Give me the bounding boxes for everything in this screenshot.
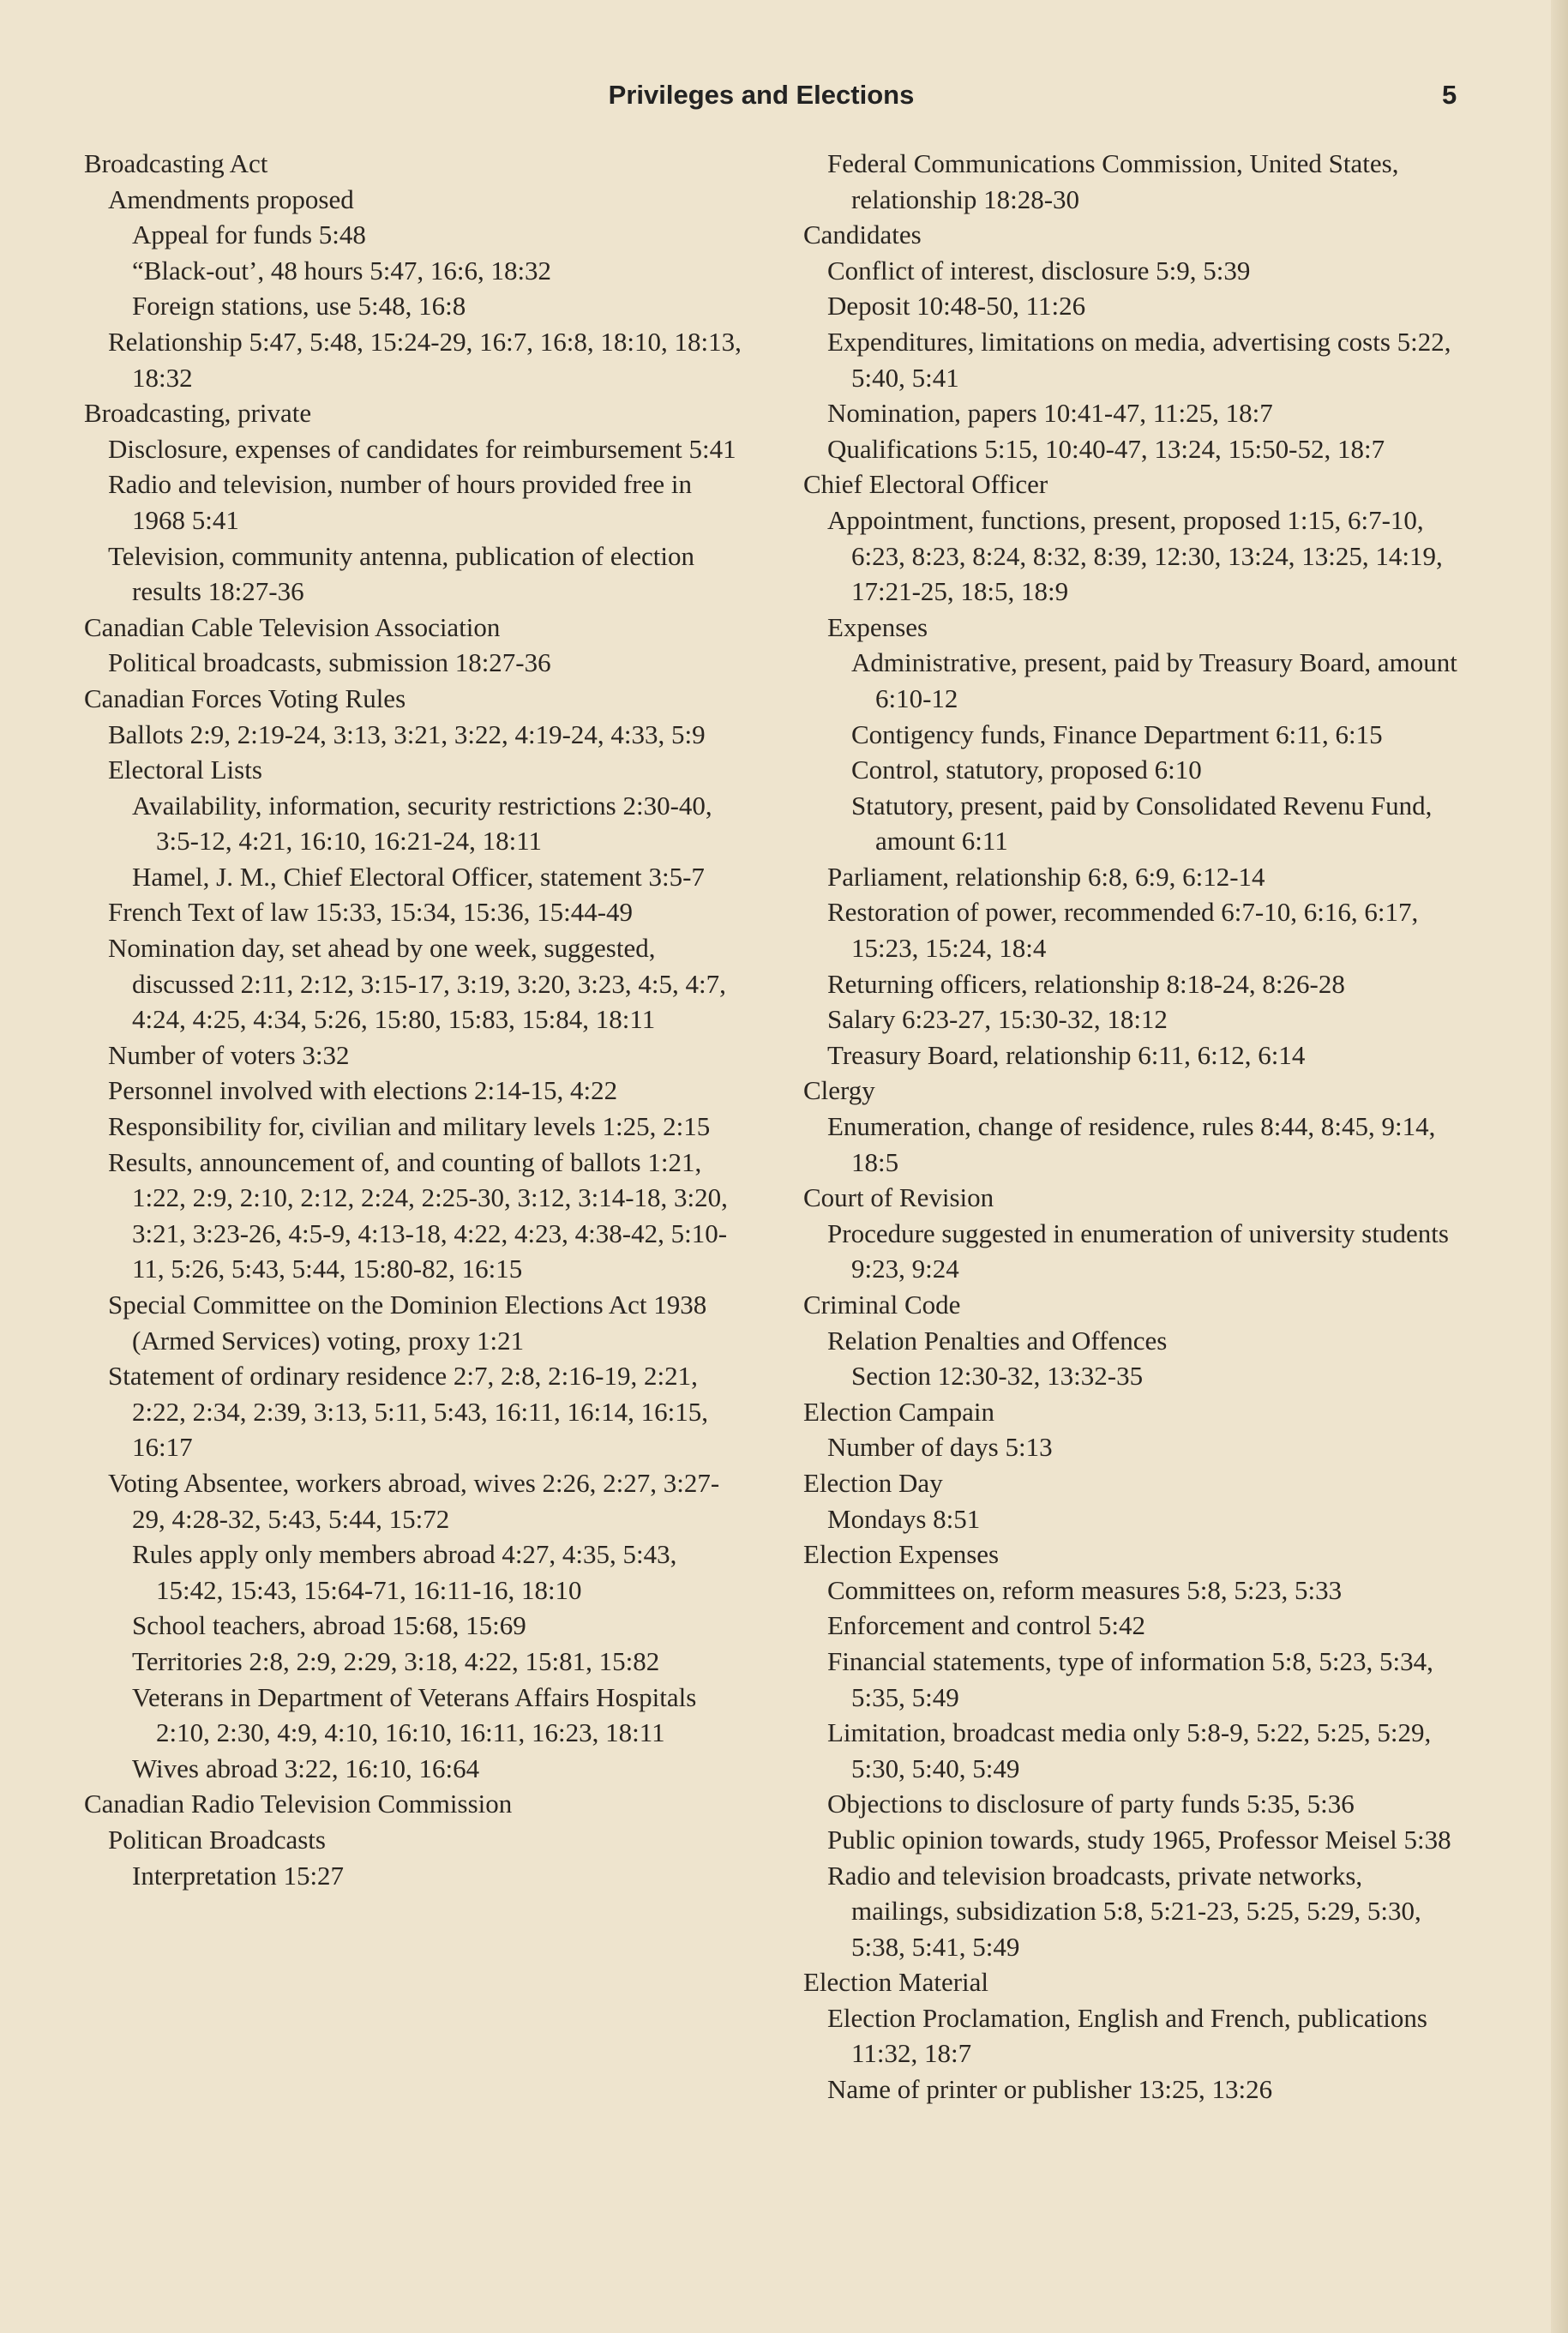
index-entry: Electoral Lists <box>108 755 262 785</box>
index-entry: Public opinion towards, study 1965, Professor Meisel 5:38 <box>827 1824 1451 1855</box>
index-entry: Appeal for funds 5:48 <box>132 219 366 250</box>
index-entry: Contigency funds, Finance Department 6:11, 6:15 <box>851 719 1383 749</box>
index-entry: French Text of law 15:33, 15:34, 15:36, 15:44-49 <box>108 897 634 928</box>
index-entry: Election Expenses <box>803 1539 1000 1570</box>
index-entry: Deposit 10:48-50, 11:26 <box>827 291 1086 322</box>
index-entry: Parliament, relationship 6:8, 6:9, 6:12-14 <box>827 861 1265 892</box>
index-entry: Relationship 5:47, 5:48, 15:24-29, 16:7, 16:8, 18:10, 18:13, 18:32 <box>108 326 742 393</box>
index-entry: Clergy <box>803 1075 875 1106</box>
index-entry: Statutory, present, paid by Consolidated Revenu Fund, amount 6:11 <box>851 790 1433 857</box>
index-entry: Expenditures, limitations on media, advertising costs 5:22, 5:40, 5:41 <box>827 326 1451 393</box>
index-entry: Hamel, J. M., Chief Electoral Officer, statement 3:5-7 <box>132 861 705 892</box>
index-entry: Number of voters 3:32 <box>108 1039 350 1070</box>
index-entry: Results, announcement of, and counting of ballots 1:21, 1:22, 2:9, 2:10, 2:12, 2:24, 2:25-30, 3:12, 3:14-18, 3:20, 3:21, 3:23-26, 4:5-9, 4:13-18, 4:22, 4:23, 4:38-42, 5:10-11, 5:26, 5:43, 5:44, 15:80-82, 16:15 <box>108 1146 728 1284</box>
index-entry: Canadian Radio Television Commission <box>84 1789 513 1819</box>
index-entry: Territories 2:8, 2:9, 2:29, 3:18, 4:22, 15:81, 15:82 <box>132 1645 660 1676</box>
index-entry: Election Material <box>803 1967 989 1998</box>
page-number: 5 <box>1442 80 1457 110</box>
index-entry: Rules apply only members abroad 4:27, 4:35, 5:43, 15:42, 15:43, 15:64-71, 16:11-16, 18:10 <box>132 1539 677 1605</box>
index-entry: Election Campain <box>803 1396 994 1427</box>
index-entry: Special Committee on the Dominion Elections Act 1938 (Armed Services) voting, proxy 1:21 <box>108 1290 707 1356</box>
index-entry: Nomination day, set ahead by one week, suggested, discussed 2:11, 2:12, 3:15-17, 3:19, 3:20, 3:23, 4:5, 4:7, 4:24, 4:25, 4:34, 5:26, 15:80, 15:83, 15:84, 18:11 <box>108 933 726 1035</box>
index-entry: Personnel involved with elections 2:14-15, 4:22 <box>108 1075 618 1106</box>
index-entry: Treasury Board, relationship 6:11, 6:12, 6:14 <box>827 1039 1306 1070</box>
index-entry: Availability, information, security restrictions 2:30-40, 3:5-12, 4:21, 16:10, 16:21-24, 18:11 <box>132 790 712 857</box>
index-entry: Salary 6:23-27, 15:30-32, 18:12 <box>827 1004 1168 1035</box>
index-entry: Nomination, papers 10:41-47, 11:25, 18:7 <box>827 398 1273 429</box>
index-entry: Disclosure, expenses of candidates for reimbursement 5:41 <box>108 433 736 464</box>
index-entry: Conflict of interest, disclosure 5:9, 5:39 <box>827 255 1251 286</box>
index-entry: Election Day <box>803 1467 943 1498</box>
index-entry: Procedure suggested in enumeration of university students 9:23, 9:24 <box>827 1218 1449 1284</box>
index-entry: Ballots 2:9, 2:19-24, 3:13, 3:21, 3:22, 4:19-24, 4:33, 5:9 <box>108 719 706 749</box>
index-entry: School teachers, abroad 15:68, 15:69 <box>132 1610 526 1641</box>
index-entry: Foreign stations, use 5:48, 16:8 <box>132 291 466 322</box>
index-entry: “Black-out’, 48 hours 5:47, 16:6, 18:32 <box>132 255 552 286</box>
index-entry: Political broadcasts, submission 18:27-36 <box>108 647 551 678</box>
index-entry: Criminal Code <box>803 1290 961 1320</box>
index-entry: Federal Communications Commission, United States, relationship 18:28-30 <box>827 148 1399 214</box>
index-entry: Broadcasting Act <box>84 148 268 178</box>
index-entry: Interpretation 15:27 <box>132 1860 345 1891</box>
index-entry: Court of Revision <box>803 1182 994 1213</box>
index-entry: Administrative, present, paid by Treasury Board, amount 6:10-12 <box>851 647 1457 713</box>
index-entry: Amendments proposed <box>108 183 354 214</box>
index-entry: Radio and television broadcasts, private networks, mailings, subsidization 5:8, 5:21-23, 5:25, 5:29, 5:30, 5:38, 5:41, 5:49 <box>827 1860 1421 1962</box>
page-title: Privileges and Elections <box>608 80 915 110</box>
index-entry: Enumeration, change of residence, rules 8:44, 8:45, 9:14, 18:5 <box>827 1111 1436 1177</box>
index-entry: Statement of ordinary residence 2:7, 2:8, 2:16-19, 2:21, 2:22, 2:34, 2:39, 3:13, 5:11, 5:43, 16:11, 16:14, 16:15, 16:17 <box>108 1361 708 1463</box>
index-entry: Restoration of power, recommended 6:7-10, 6:16, 6:17, 15:23, 15:24, 18:4 <box>827 897 1419 964</box>
index-entry: Financial statements, type of information 5:8, 5:23, 5:34, 5:35, 5:49 <box>827 1645 1433 1712</box>
index-entry: Responsibility for, civilian and military levels 1:25, 2:15 <box>108 1111 711 1142</box>
index-entry: Canadian Forces Voting Rules <box>84 682 406 713</box>
index-entry: Appointment, functions, present, proposed 1:15, 6:7-10, 6:23, 8:23, 8:24, 8:32, 8:39, 12:30, 13:24, 13:25, 14:19, 17:21-25, 18:5, 18:9 <box>827 504 1443 607</box>
index-entry: Objections to disclosure of party funds 5:35, 5:36 <box>827 1789 1355 1819</box>
index-entry: Name of printer or publisher 13:25, 13:26 <box>827 2074 1273 2105</box>
index-entry: Chief Electoral Officer <box>803 469 1048 500</box>
index-entry: Enforcement and control 5:42 <box>827 1610 1146 1641</box>
index-entry: Section 12:30-32, 13:32-35 <box>851 1361 1144 1392</box>
index-entry: Committees on, reform measures 5:8, 5:23, 5:33 <box>827 1574 1343 1605</box>
index-entry: Qualifications 5:15, 10:40-47, 13:24, 15:50-52, 18:7 <box>827 433 1385 464</box>
index-entry: Number of days 5:13 <box>827 1432 1053 1463</box>
index-entry: Canadian Cable Television Association <box>84 611 501 642</box>
index-entry: Relation Penalties and Offences <box>827 1325 1168 1356</box>
index-entry: Broadcasting, private <box>84 398 312 429</box>
index-entry: Television, community antenna, publication of election results 18:27-36 <box>108 540 694 607</box>
index-entry: Expenses <box>827 611 928 642</box>
index-entry: Candidates <box>803 219 922 250</box>
index-entry: Control, statutory, proposed 6:10 <box>851 755 1202 785</box>
index-entry: Mondays 8:51 <box>827 1503 981 1534</box>
page-edge <box>1551 0 1568 2333</box>
index-entry: Wives abroad 3:22, 16:10, 16:64 <box>132 1753 480 1783</box>
index-entry: Limitation, broadcast media only 5:8-9, 5:22, 5:25, 5:29, 5:30, 5:40, 5:49 <box>827 1717 1432 1783</box>
index-entry: Veterans in Department of Veterans Affairs Hospitals 2:10, 2:30, 4:9, 4:10, 16:10, 16:11, 16:23, 18:11 <box>132 1681 697 1748</box>
index-entry: Radio and television, number of hours provided free in 1968 5:41 <box>108 469 692 535</box>
index-column-left <box>84 146 748 1893</box>
index-column-right <box>803 146 1463 2108</box>
index-entry: Politican Broadcasts <box>108 1824 326 1855</box>
index-entry: Election Proclamation, English and French, publications 11:32, 18:7 <box>827 2002 1427 2069</box>
index-entry: Returning officers, relationship 8:18-24, 8:26-28 <box>827 968 1345 999</box>
index-entry: Voting Absentee, workers abroad, wives 2:26, 2:27, 3:27-29, 4:28-32, 5:43, 5:44, 15:72 <box>108 1467 720 1534</box>
